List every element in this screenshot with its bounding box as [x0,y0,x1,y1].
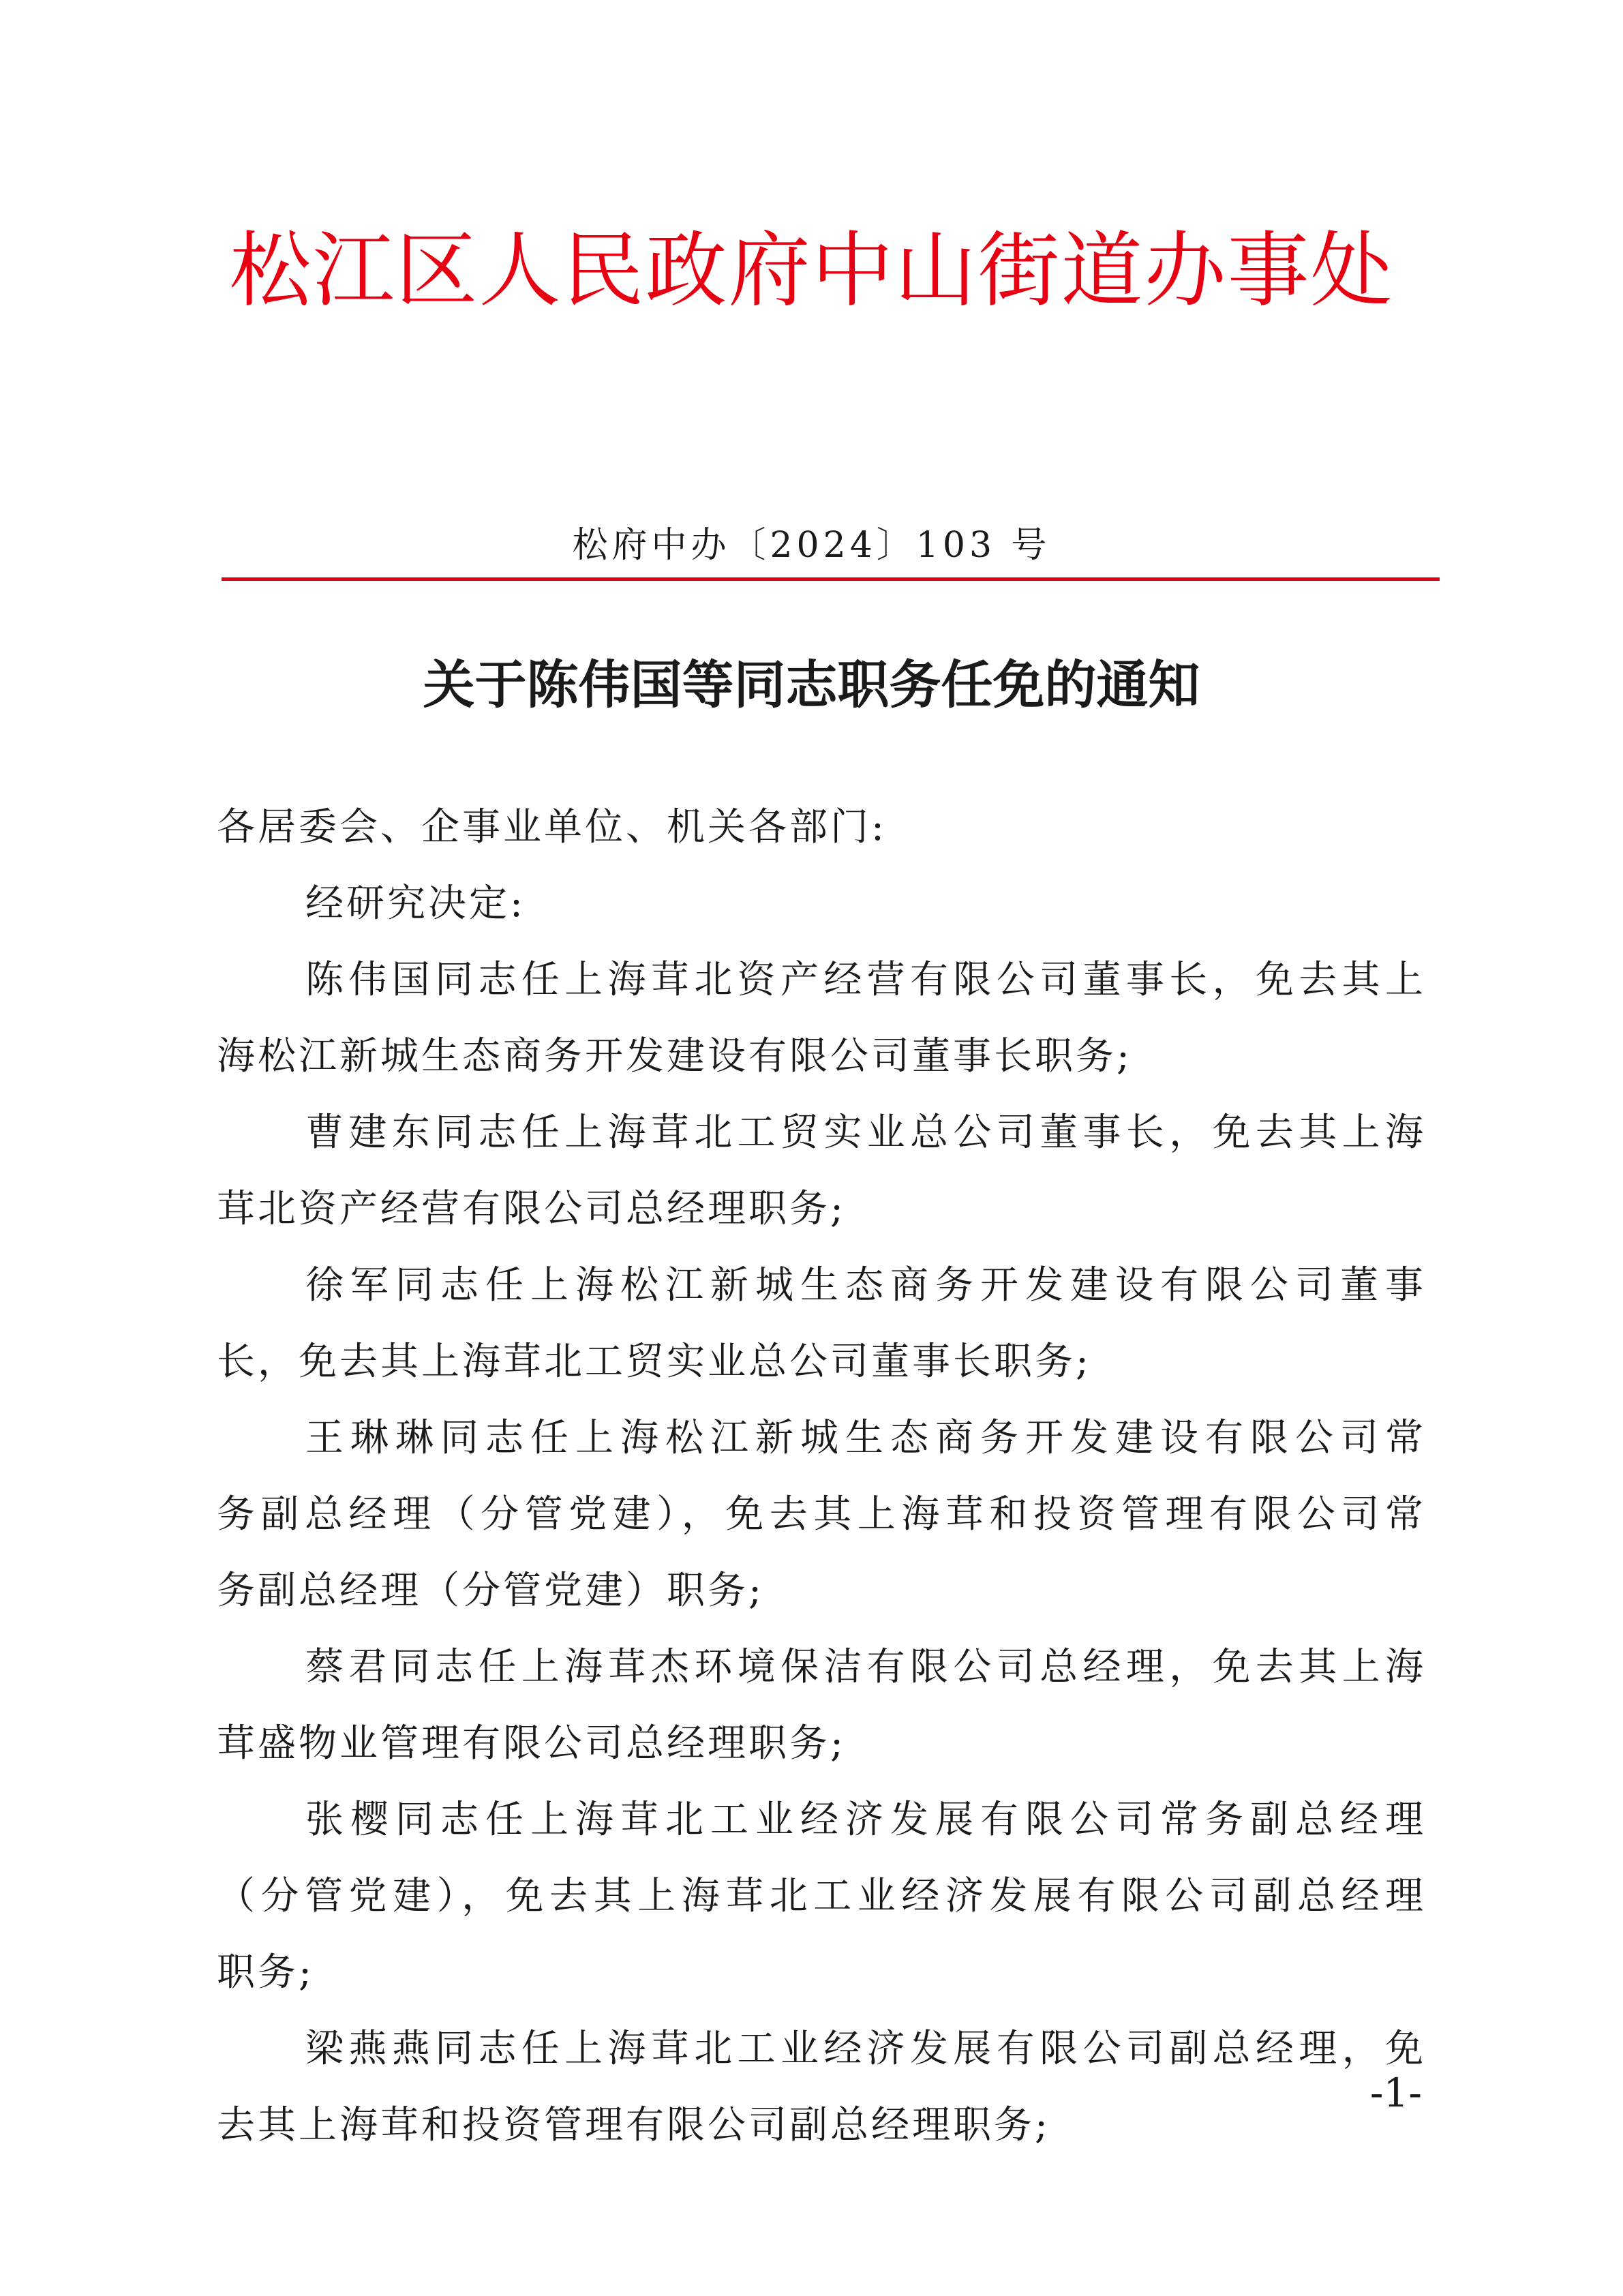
page-number: -1- [1369,2070,1422,2116]
issuing-organization-header: 松江区人民政府中山街道办事处 [229,224,1394,318]
salutation: 各居委会、企事业单位、机关各部门: [217,805,887,849]
notice-title: 关于陈伟国等同志职务任免的通知 [423,654,1200,715]
notice-body [217,789,1423,2164]
appointment-line: 徐军同志任上海松江新城生态商务开发建设有限公司董事 [305,1263,1423,1308]
red-separator-line [222,577,1440,581]
appointment-line: 梁燕燕同志任上海茸北工业经济发展有限公司副总经理，免 [305,2027,1423,2071]
appointment-line: 茸北资产经营有限公司总经理职务; [217,1187,846,1231]
appointment-line: 去其上海茸和投资管理有限公司副总经理职务; [217,2103,1050,2147]
appointment-line: 茸盛物业管理有限公司总经理职务; [217,1721,846,1766]
intro-line: 经研究决定: [305,881,526,926]
appointment-line: 陈伟国同志任上海茸北资产经营有限公司董事长，免去其上 [305,958,1423,1002]
appointment-line: 职务; [217,1950,314,1995]
appointment-line: 海松江新城生态商务开发建设有限公司董事长职务; [217,1034,1132,1078]
appointment-line: （分管党建），免去其上海茸北工业经济发展有限公司副总经理 [217,1874,1423,1918]
appointment-line: 王琳琳同志任上海松江新城生态商务开发建设有限公司常 [305,1416,1423,1460]
document-number: 松府中办〔2024〕103 号 [572,525,1051,566]
appointment-line: 张樱同志任上海茸北工业经济发展有限公司常务副总经理 [305,1798,1423,1842]
appointment-line: 曹建东同志任上海茸北工贸实业总公司董事长，免去其上海 [305,1111,1423,1155]
appointment-line: 务副总经理（分管党建），免去其上海茸和投资管理有限公司常 [217,1492,1423,1537]
appointment-line: 长，免去其上海茸北工贸实业总公司董事长职务; [217,1340,1091,1384]
appointment-line: 蔡君同志任上海茸杰环境保洁有限公司总经理，免去其上海 [305,1645,1423,1689]
appointment-line: 务副总经理（分管党建）职务; [217,1569,764,1613]
